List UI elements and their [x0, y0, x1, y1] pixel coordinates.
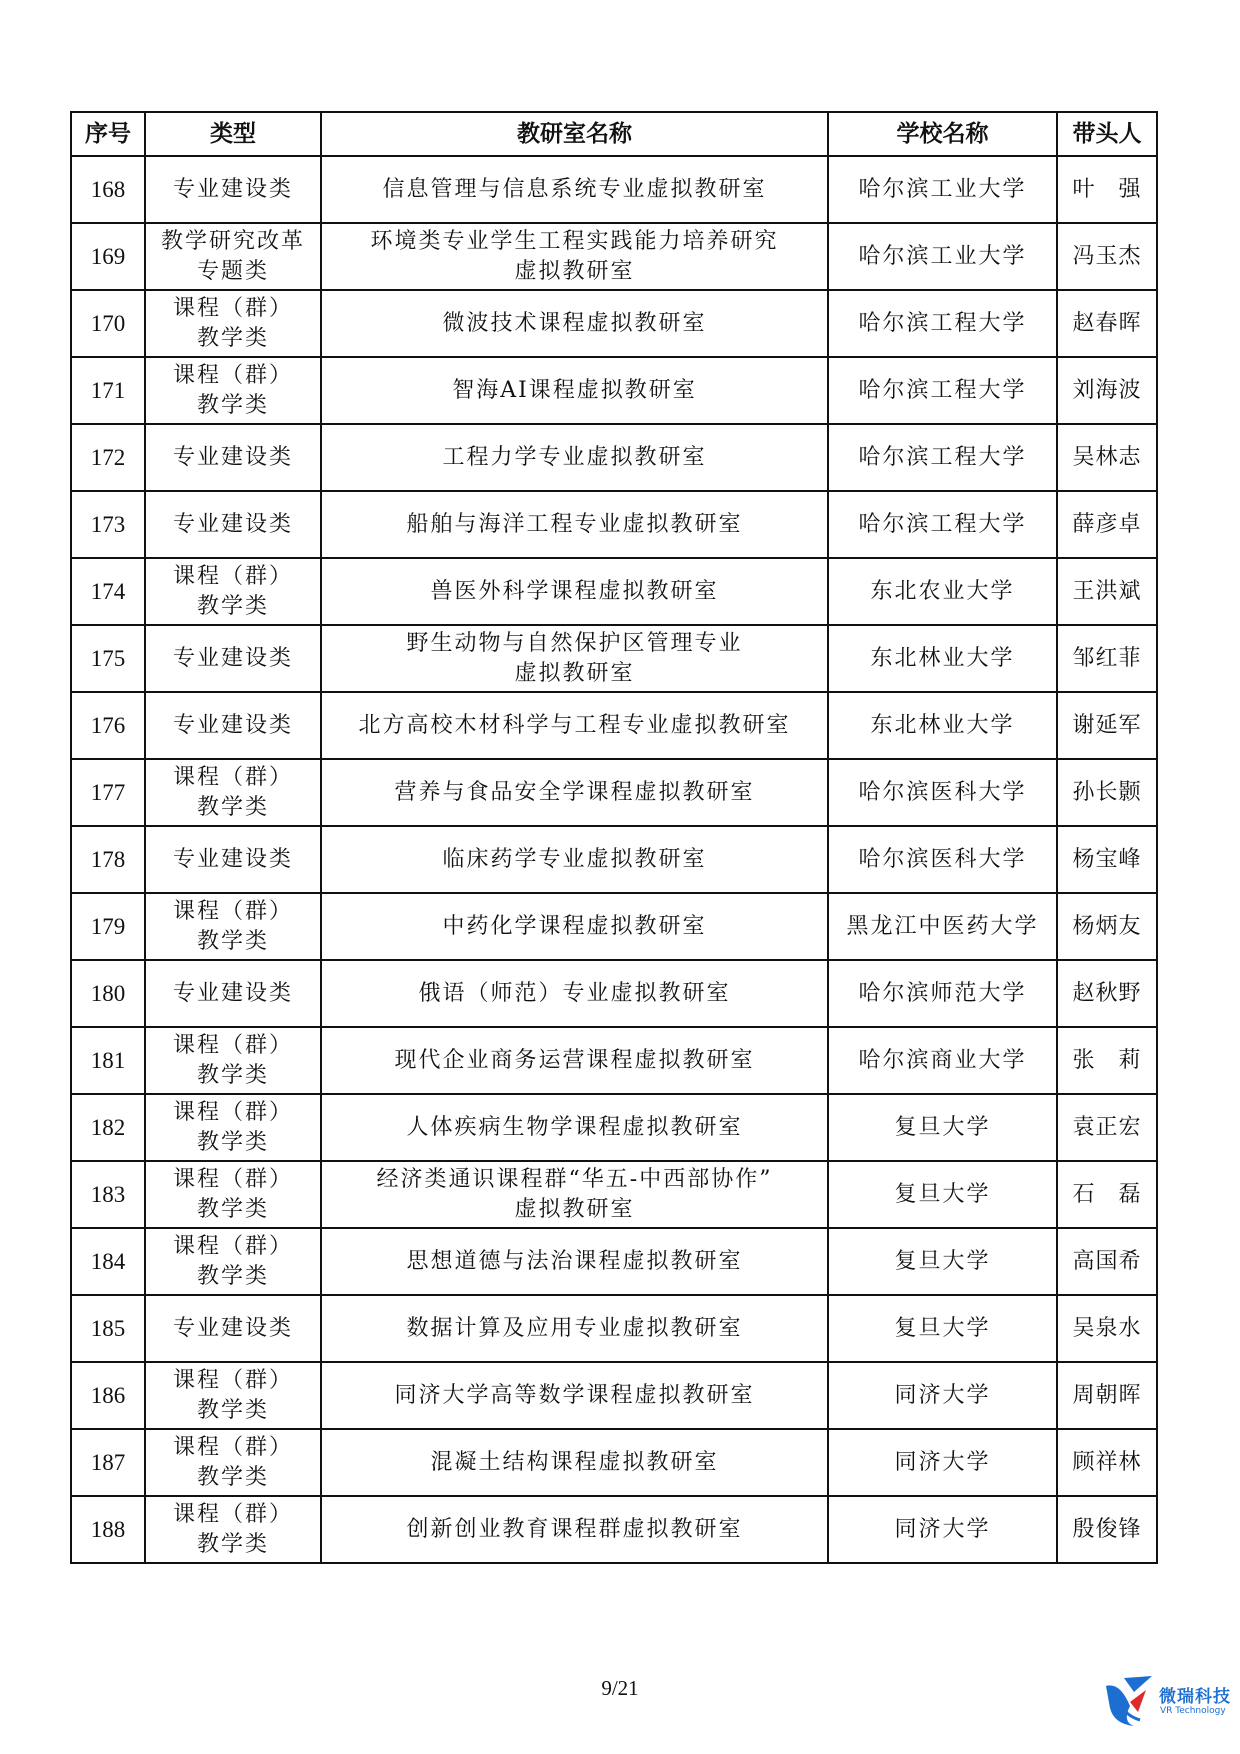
row-school: 哈尔滨工业大学: [828, 156, 1057, 223]
row-type-line: 教学类: [196, 1129, 269, 1155]
row-lab-name: [321, 1228, 828, 1295]
row-type: [145, 223, 321, 290]
row-type-line: 教学类: [196, 1196, 269, 1222]
row-type-line: 课程（群）: [172, 1501, 293, 1527]
row-school: 复旦大学: [828, 1228, 1057, 1295]
row-school: 复旦大学: [828, 1161, 1057, 1228]
row-leader: 刘海波: [1057, 357, 1157, 424]
row-type: [145, 692, 321, 759]
table-row: [71, 491, 1157, 558]
row-school: 东北林业大学: [828, 692, 1057, 759]
header-type: 类型: [145, 112, 321, 156]
row-lab-name: [321, 1362, 828, 1429]
row-type: [145, 491, 321, 558]
row-type-line: 课程（群）: [172, 1032, 293, 1058]
row-school: 同济大学: [828, 1496, 1057, 1563]
table-row: [71, 826, 1157, 893]
row-index: 174: [71, 558, 145, 625]
row-index: 183: [71, 1161, 145, 1228]
header-school: 学校名称: [828, 112, 1057, 156]
row-type-line: 专业建设类: [172, 712, 293, 738]
table-row: [71, 424, 1157, 491]
row-lab-name-line: 思想道德与法治课程虚拟教研室: [406, 1248, 743, 1274]
row-type-line: 教学类: [196, 1531, 269, 1557]
row-school: 同济大学: [828, 1429, 1057, 1496]
row-leader: 赵秋野: [1057, 960, 1157, 1027]
row-leader: 石 磊: [1057, 1161, 1157, 1228]
row-index: 182: [71, 1094, 145, 1161]
row-leader: 孙长颢: [1057, 759, 1157, 826]
row-type-line: 教学类: [196, 593, 269, 619]
row-lab-name-line: 中药化学课程虚拟教研室: [442, 913, 707, 939]
row-lab-name: [321, 156, 828, 223]
row-type-line: 课程（群）: [172, 1233, 293, 1259]
row-leader: 谢延军: [1057, 692, 1157, 759]
row-leader: 袁正宏: [1057, 1094, 1157, 1161]
table-row: [71, 759, 1157, 826]
row-type-line: 教学类: [196, 928, 269, 954]
row-school: 黑龙江中医药大学: [828, 893, 1057, 960]
row-lab-name-line: 虚拟教研室: [514, 1196, 635, 1222]
row-index: 173: [71, 491, 145, 558]
row-type-line: 专业建设类: [172, 511, 293, 537]
row-lab-name: [321, 491, 828, 558]
row-type: [145, 357, 321, 424]
row-lab-name: [321, 357, 828, 424]
table-row: [71, 1362, 1157, 1429]
row-lab-name-line: 虚拟教研室: [514, 660, 635, 686]
row-index: 171: [71, 357, 145, 424]
row-index: 186: [71, 1362, 145, 1429]
row-lab-name: [321, 1429, 828, 1496]
row-leader: 薛彦卓: [1057, 491, 1157, 558]
row-lab-name-line: 经济类通识课程群“华五-中西部协作”: [376, 1166, 773, 1192]
row-type: [145, 826, 321, 893]
row-type-line: 课程（群）: [172, 362, 293, 388]
row-school: 哈尔滨工程大学: [828, 290, 1057, 357]
row-lab-name-line: 同济大学高等数学课程虚拟教研室: [394, 1382, 755, 1408]
table-row: [71, 156, 1157, 223]
row-lab-name: [321, 625, 828, 692]
table-header-row: [71, 112, 1157, 156]
row-index: 181: [71, 1027, 145, 1094]
header-lab-name: 教研室名称: [321, 112, 828, 156]
table-row: [71, 357, 1157, 424]
row-lab-name-line: 船舶与海洋工程专业虚拟教研室: [406, 511, 743, 537]
company-logo: [1100, 1668, 1235, 1738]
header-leader: 带头人: [1057, 112, 1157, 156]
table-row: [71, 960, 1157, 1027]
row-index: 172: [71, 424, 145, 491]
row-school: 哈尔滨商业大学: [828, 1027, 1057, 1094]
row-type-line: 教学类: [196, 1263, 269, 1289]
row-type: [145, 558, 321, 625]
row-type: [145, 893, 321, 960]
row-leader: 殷俊锋: [1057, 1496, 1157, 1563]
row-lab-name-line: 临床药学专业虚拟教研室: [442, 846, 707, 872]
row-index: 175: [71, 625, 145, 692]
table-body: [71, 156, 1157, 1563]
row-type: [145, 1027, 321, 1094]
row-type-line: 教学类: [196, 1397, 269, 1423]
row-lab-name-line: 创新创业教育课程群虚拟教研室: [406, 1516, 743, 1542]
row-leader: 高国希: [1057, 1228, 1157, 1295]
row-type-line: 教学类: [196, 1062, 269, 1088]
row-index: 176: [71, 692, 145, 759]
row-lab-name: [321, 692, 828, 759]
row-type: [145, 424, 321, 491]
row-lab-name-line: 数据计算及应用专业虚拟教研室: [406, 1315, 743, 1341]
row-lab-name-line: 工程力学专业虚拟教研室: [442, 444, 707, 470]
row-school: 哈尔滨医科大学: [828, 826, 1057, 893]
row-type: [145, 625, 321, 692]
row-type-line: 课程（群）: [172, 898, 293, 924]
row-index: 185: [71, 1295, 145, 1362]
row-type-line: 课程（群）: [172, 295, 293, 321]
row-type-line: 教学研究改革: [160, 228, 305, 254]
row-type: [145, 1362, 321, 1429]
row-lab-name-line: 兽医外科学课程虚拟教研室: [430, 578, 719, 604]
row-lab-name: [321, 290, 828, 357]
row-lab-name-line: 野生动物与自然保护区管理专业: [406, 630, 743, 656]
row-type-line: 教学类: [196, 1464, 269, 1490]
table-row: [71, 1027, 1157, 1094]
row-index: 178: [71, 826, 145, 893]
row-lab-name: [321, 424, 828, 491]
row-school: 哈尔滨师范大学: [828, 960, 1057, 1027]
row-type: [145, 1094, 321, 1161]
row-index: 179: [71, 893, 145, 960]
row-index: 187: [71, 1429, 145, 1496]
row-school: 哈尔滨工程大学: [828, 424, 1057, 491]
lab-list-table: [70, 111, 1158, 1564]
row-school: 哈尔滨医科大学: [828, 759, 1057, 826]
row-type: [145, 156, 321, 223]
row-type-line: 课程（群）: [172, 1367, 293, 1393]
row-school: 同济大学: [828, 1362, 1057, 1429]
row-index: 170: [71, 290, 145, 357]
row-lab-name-line: 环境类专业学生工程实践能力培养研究: [370, 228, 779, 254]
row-leader: 吴泉水: [1057, 1295, 1157, 1362]
logo-icon: [1100, 1672, 1158, 1730]
row-type-line: 课程（群）: [172, 1434, 293, 1460]
logo-subtext: VR Technology: [1160, 1706, 1226, 1716]
page-number: 9/21: [601, 1676, 639, 1700]
row-type: [145, 1295, 321, 1362]
row-lab-name-line: 现代企业商务运营课程虚拟教研室: [394, 1047, 755, 1073]
row-lab-name: [321, 893, 828, 960]
row-type-line: 专业建设类: [172, 176, 293, 202]
row-type-line: 专业建设类: [172, 1315, 293, 1341]
row-type-line: 专业建设类: [172, 846, 293, 872]
row-index: 180: [71, 960, 145, 1027]
row-school: 哈尔滨工程大学: [828, 491, 1057, 558]
logo-text: 微瑞科技: [1159, 1687, 1231, 1707]
table-row: [71, 1496, 1157, 1563]
table-row: [71, 1161, 1157, 1228]
row-type-line: 教学类: [196, 794, 269, 820]
row-lab-name-line: 北方高校木材科学与工程专业虚拟教研室: [358, 712, 791, 738]
row-lab-name: [321, 1295, 828, 1362]
row-index: 168: [71, 156, 145, 223]
row-type-line: 课程（群）: [172, 1166, 293, 1192]
row-leader: 叶 强: [1057, 156, 1157, 223]
row-type: [145, 1161, 321, 1228]
table-row: [71, 893, 1157, 960]
table-row: [71, 558, 1157, 625]
table-row: [71, 290, 1157, 357]
header-index: 序号: [71, 112, 145, 156]
row-lab-name-line: 混凝土结构课程虚拟教研室: [430, 1449, 719, 1475]
row-type-line: 课程（群）: [172, 764, 293, 790]
row-school: 复旦大学: [828, 1295, 1057, 1362]
row-type-line: 专业建设类: [172, 444, 293, 470]
row-leader: 吴林志: [1057, 424, 1157, 491]
row-lab-name-line: 俄语（师范）专业虚拟教研室: [418, 980, 731, 1006]
row-lab-name: [321, 1496, 828, 1563]
row-lab-name-line: 信息管理与信息系统专业虚拟教研室: [382, 176, 767, 202]
row-index: 177: [71, 759, 145, 826]
row-type-line: 专业建设类: [172, 645, 293, 671]
row-lab-name-line: 人体疾病生物学课程虚拟教研室: [406, 1114, 743, 1140]
table-row: [71, 1429, 1157, 1496]
table-row: [71, 223, 1157, 290]
row-type: [145, 759, 321, 826]
row-type-line: 课程（群）: [172, 1099, 293, 1125]
row-school: 哈尔滨工程大学: [828, 357, 1057, 424]
row-index: 184: [71, 1228, 145, 1295]
row-leader: 杨炳友: [1057, 893, 1157, 960]
row-school: 东北农业大学: [828, 558, 1057, 625]
row-type-line: 专业建设类: [172, 980, 293, 1006]
row-leader: 赵春晖: [1057, 290, 1157, 357]
row-leader: 顾祥林: [1057, 1429, 1157, 1496]
row-lab-name-line: 微波技术课程虚拟教研室: [442, 310, 707, 336]
row-type: [145, 290, 321, 357]
row-type-line: 课程（群）: [172, 563, 293, 589]
table-row: [71, 692, 1157, 759]
row-leader: 王洪斌: [1057, 558, 1157, 625]
row-school: 东北林业大学: [828, 625, 1057, 692]
table-row: [71, 1228, 1157, 1295]
row-leader: 邹红菲: [1057, 625, 1157, 692]
row-lab-name-line: 智海AI课程虚拟教研室: [452, 377, 697, 403]
row-school: 哈尔滨工业大学: [828, 223, 1057, 290]
row-index: 169: [71, 223, 145, 290]
row-lab-name: [321, 558, 828, 625]
row-type-line: 专题类: [196, 258, 269, 284]
row-leader: 张 莉: [1057, 1027, 1157, 1094]
row-lab-name: [321, 223, 828, 290]
row-lab-name-line: 虚拟教研室: [514, 258, 635, 284]
row-type: [145, 1429, 321, 1496]
row-leader: 杨宝峰: [1057, 826, 1157, 893]
row-type-line: 教学类: [196, 325, 269, 351]
row-type-line: 教学类: [196, 392, 269, 418]
row-lab-name: [321, 1027, 828, 1094]
row-lab-name: [321, 1161, 828, 1228]
row-lab-name-line: 营养与食品安全学课程虚拟教研室: [394, 779, 755, 805]
table-row: [71, 1094, 1157, 1161]
row-lab-name: [321, 960, 828, 1027]
row-school: 复旦大学: [828, 1094, 1057, 1161]
row-leader: 周朝晖: [1057, 1362, 1157, 1429]
row-lab-name: [321, 759, 828, 826]
row-lab-name: [321, 826, 828, 893]
table-row: [71, 1295, 1157, 1362]
row-type: [145, 1496, 321, 1563]
row-type: [145, 960, 321, 1027]
table-row: [71, 625, 1157, 692]
row-index: 188: [71, 1496, 145, 1563]
row-lab-name: [321, 1094, 828, 1161]
row-type: [145, 1228, 321, 1295]
row-leader: 冯玉杰: [1057, 223, 1157, 290]
